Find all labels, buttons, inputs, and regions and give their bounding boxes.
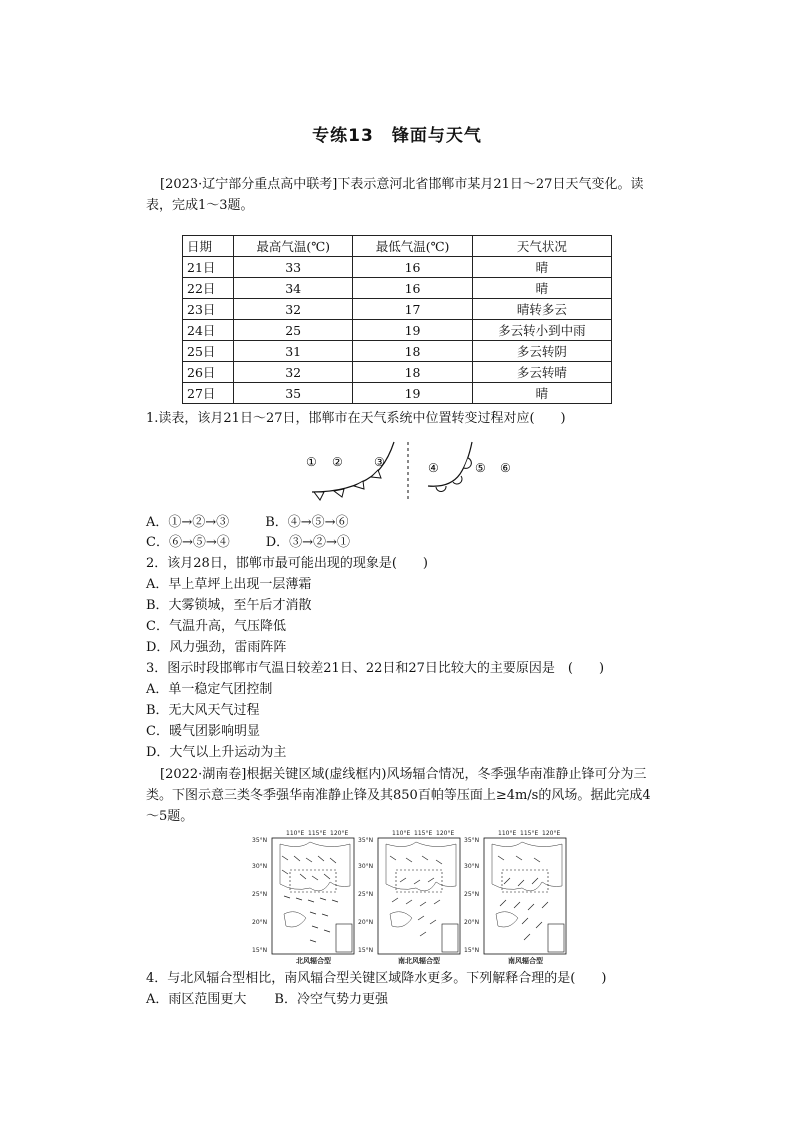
- intro-paragraph-1: [2023·辽宁部分重点高中联考]下表示意河北省邯郸市某月21日～27日天气变化。读表，完成1～3题。: [146, 177, 644, 213]
- cell: 21日: [183, 257, 234, 278]
- q4-stem: 4．与北风辐合型相比，南风辐合型关键区域降水更多。下列解释合理的是( ): [146, 971, 607, 986]
- intro-paragraph-2: [2022·湖南卷]根据关键区域(虚线框内)风场辐合情况，冬季强华南准静止锋可分为三类。下图示意三类冬季强华南准静止锋及其850百帕等压面上≥4m/s的风场。据此完成4～5题。: [146, 767, 651, 824]
- map-caption-2: 南北风辐合型: [398, 957, 440, 964]
- cell: 31: [234, 341, 353, 362]
- cell: 多云转小到中雨: [472, 320, 611, 341]
- lon-label: 110°E: [392, 830, 411, 837]
- q2-option-d[interactable]: D．风力强劲，雷雨阵阵: [146, 640, 287, 655]
- map-panel-3: [484, 838, 566, 954]
- warm-front-semicircle: [436, 486, 446, 492]
- cell: 34: [234, 278, 353, 299]
- table-header-row: [183, 236, 612, 257]
- weather-table: [182, 235, 612, 404]
- q1-options-row1: [146, 513, 349, 533]
- cell: 晴: [472, 278, 611, 299]
- lon-label: 120°E: [330, 830, 349, 837]
- lat-label: 15°N: [358, 947, 374, 954]
- table-row: [183, 299, 612, 320]
- header-max-temp: 最高气温(℃): [234, 236, 353, 257]
- lat-label: 15°N: [252, 947, 268, 954]
- q3-option-b[interactable]: B．无大风天气过程: [146, 703, 260, 718]
- lat-label: 20°N: [358, 919, 374, 926]
- cell: 25日: [183, 341, 234, 362]
- lat-label: 35°N: [358, 837, 374, 844]
- cell: 24日: [183, 320, 234, 341]
- wind-field-maps: [250, 826, 580, 964]
- q1-option-b[interactable]: B．④→⑤→⑥: [265, 515, 349, 530]
- q1-options-row2: [146, 533, 350, 553]
- q2-stem: 2．该月28日，邯郸市最可能出现的现象是( ): [146, 556, 428, 571]
- label-4: ④: [428, 461, 439, 475]
- front-diagram: [300, 440, 540, 502]
- cell: 35: [234, 383, 353, 404]
- q4-option-b[interactable]: B．冷空气势力更强: [274, 992, 388, 1007]
- cell: 多云转阴: [472, 341, 611, 362]
- q2-option-a[interactable]: A．早上草坪上出现一层薄霜: [146, 577, 312, 592]
- lon-label: 120°E: [436, 830, 455, 837]
- lon-label: 115°E: [520, 830, 539, 837]
- map-panel-1: [272, 838, 354, 954]
- q1-option-c[interactable]: C．⑥→⑤→④: [146, 535, 230, 550]
- cold-front-triangle: [354, 481, 364, 489]
- q1-option-d[interactable]: D．③→②→①: [265, 535, 350, 550]
- cell: 19: [353, 320, 472, 341]
- map-caption-1: 北风辐合型: [296, 957, 331, 964]
- q2-option-c[interactable]: C．气温升高，气压降低: [146, 619, 286, 634]
- label-1: ①: [306, 455, 317, 469]
- map-panel-2: [378, 838, 460, 954]
- q3-option-d[interactable]: D．大气以上升运动为主: [146, 745, 287, 760]
- lon-label: 115°E: [414, 830, 433, 837]
- header-weather: 天气状况: [472, 236, 611, 257]
- lat-label: 20°N: [252, 919, 268, 926]
- cell: 多云转晴: [472, 362, 611, 383]
- lat-label: 35°N: [464, 837, 480, 844]
- cell: 晴: [472, 257, 611, 278]
- q1-option-a[interactable]: A．①→②→③: [146, 515, 230, 530]
- cell: 16: [353, 278, 472, 299]
- q4-option-a[interactable]: A．雨区范围更大: [146, 992, 247, 1007]
- q3-stem: 3．图示时段邯郸市气温日较差21日、22日和27日比较大的主要原因是 ( ): [146, 661, 605, 676]
- lat-label: 30°N: [252, 863, 268, 870]
- lat-label: 30°N: [464, 863, 480, 870]
- q3-option-a[interactable]: A．单一稳定气团控制: [146, 682, 273, 697]
- cell: 18: [353, 362, 472, 383]
- label-6: ⑥: [500, 461, 511, 475]
- cell: 26日: [183, 362, 234, 383]
- cold-front-triangle: [371, 470, 381, 478]
- cold-front-triangle: [314, 492, 324, 500]
- lat-label: 25°N: [358, 891, 374, 898]
- lat-label: 25°N: [252, 891, 268, 898]
- cell: 19: [353, 383, 472, 404]
- table-row: [183, 383, 612, 404]
- cell: 晴: [472, 383, 611, 404]
- label-5: ⑤: [475, 461, 486, 475]
- cell: 晴转多云: [472, 299, 611, 320]
- lon-label: 110°E: [498, 830, 517, 837]
- cell: 27日: [183, 383, 234, 404]
- table-row: [183, 320, 612, 341]
- q3-option-c[interactable]: C．暖气团影响明显: [146, 724, 260, 739]
- lat-label: 15°N: [464, 947, 480, 954]
- header-date: 日期: [183, 236, 234, 257]
- lat-label: 35°N: [252, 837, 268, 844]
- lon-label: 110°E: [286, 830, 305, 837]
- cell: 33: [234, 257, 353, 278]
- q2-option-b[interactable]: B．大雾锁城，至午后才消散: [146, 598, 312, 613]
- header-min-temp: 最低气温(℃): [353, 236, 472, 257]
- table-row: [183, 362, 612, 383]
- table-row: [183, 278, 612, 299]
- cell: 16: [353, 257, 472, 278]
- map-caption-3: 南风辐合型: [508, 957, 543, 964]
- cell: 17: [353, 299, 472, 320]
- lat-label: 20°N: [464, 919, 480, 926]
- cold-front-triangle: [334, 489, 344, 497]
- cell: 32: [234, 362, 353, 383]
- lat-label: 30°N: [358, 863, 374, 870]
- cell: 18: [353, 341, 472, 362]
- lon-label: 120°E: [542, 830, 561, 837]
- label-2: ②: [332, 455, 343, 469]
- q4-options-row1: [146, 990, 388, 1010]
- page-title: 专练13 锋面与天气: [312, 126, 482, 146]
- label-3: ③: [374, 455, 385, 469]
- table-row: [183, 341, 612, 362]
- table-row: [183, 257, 612, 278]
- q1-stem: 1.读表，该月21日～27日，邯郸市在天气系统中位置转变过程对应( ): [146, 411, 566, 426]
- cell: 23日: [183, 299, 234, 320]
- cell: 32: [234, 299, 353, 320]
- cell: 25: [234, 320, 353, 341]
- lon-label: 115°E: [308, 830, 327, 837]
- cell: 22日: [183, 278, 234, 299]
- lat-label: 25°N: [464, 891, 480, 898]
